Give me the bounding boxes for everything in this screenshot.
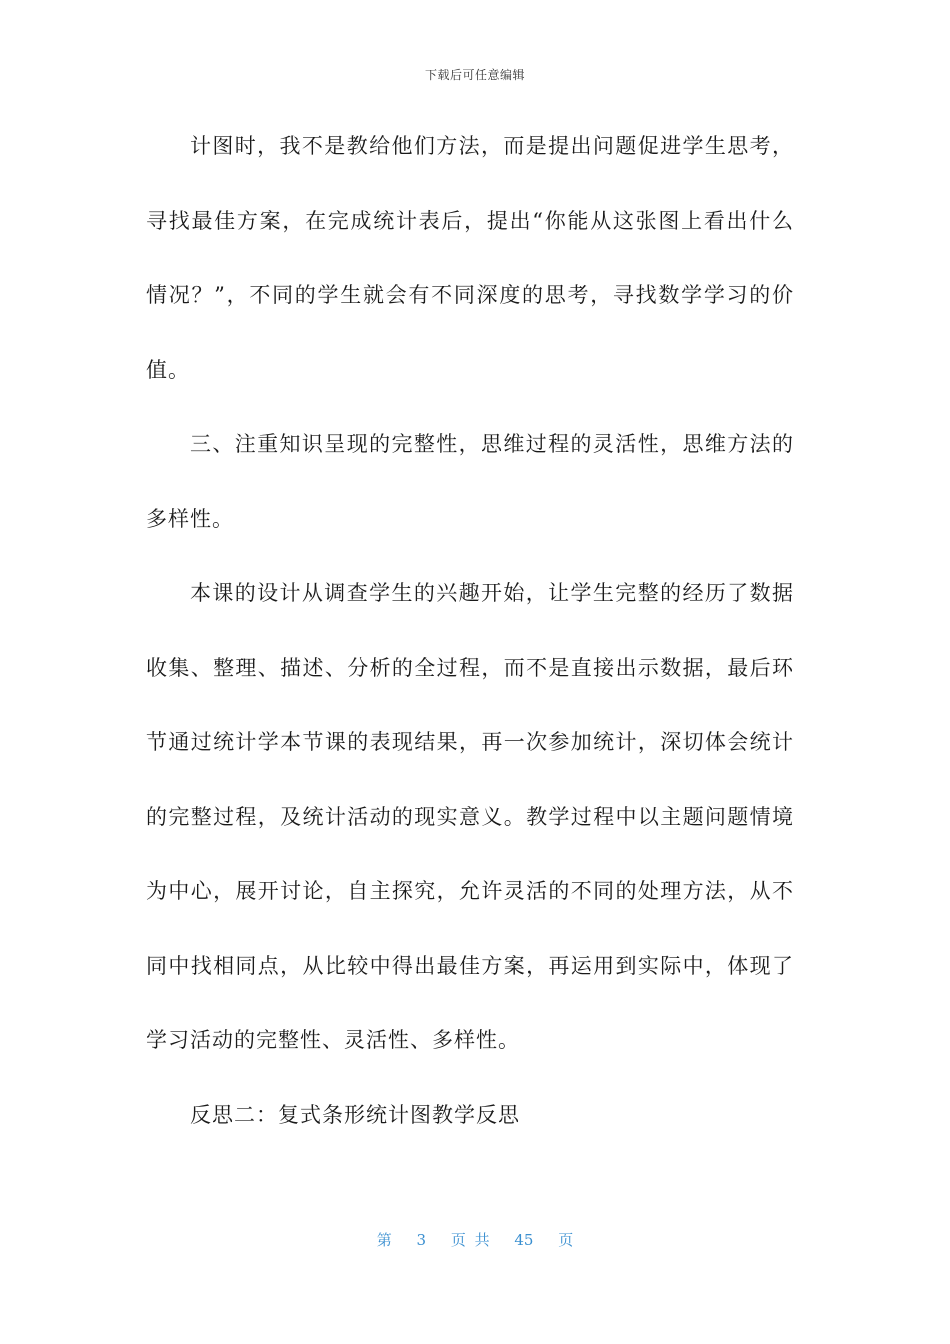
- page-suffix: 页 共: [450, 1231, 490, 1249]
- section-heading: 三、注重知识呈现的完整性，思维过程的灵活性，思维方法的: [190, 432, 794, 456]
- text-line: 寻找最佳方案，在完成统计表后，提出“你能从这张图上看出什么: [146, 208, 794, 233]
- total-suffix: 页: [558, 1231, 574, 1249]
- page-footer: [0, 1229, 950, 1250]
- text-line: 节通过统计学本节课的表现结果，再一次参加统计，深切体会统计: [146, 730, 794, 754]
- text-line: 多样性。: [146, 506, 234, 531]
- text-line: 为中心，展开讨论，自主探究，允许灵活的不同的处理方法，从不: [146, 879, 794, 903]
- text-line: 收集、整理、描述、分析的全过程，而不是直接出示数据，最后环: [146, 655, 794, 680]
- page-label: 第: [376, 1231, 392, 1249]
- page-header: 下载后可任意编辑: [424, 68, 525, 82]
- text-line: 情况？”，不同的学生就会有不同深度的思考，寻找数学学习的价: [146, 283, 794, 307]
- text-line: 计图时，我不是教给他们方法，而是提出问题促进学生思考，: [190, 134, 794, 158]
- text-line: 同中找相同点，从比较中得出最佳方案，再运用到实际中，体现了: [146, 953, 794, 978]
- text-line: 的完整过程，及统计活动的现实意义。教学过程中以主题问题情境: [146, 804, 794, 829]
- document-body: [146, 128, 794, 1171]
- text-line: 学习活动的完整性、灵活性、多样性。: [146, 1028, 520, 1052]
- reflection-title: 反思二：复式条形统计图教学反思: [190, 1102, 520, 1127]
- total-pages: 45: [514, 1231, 534, 1249]
- text-line: 本课的设计从调查学生的兴趣开始，让学生完整的经历了数据: [190, 581, 794, 605]
- page-number: 3: [416, 1231, 427, 1249]
- text-line: 值。: [146, 357, 190, 382]
